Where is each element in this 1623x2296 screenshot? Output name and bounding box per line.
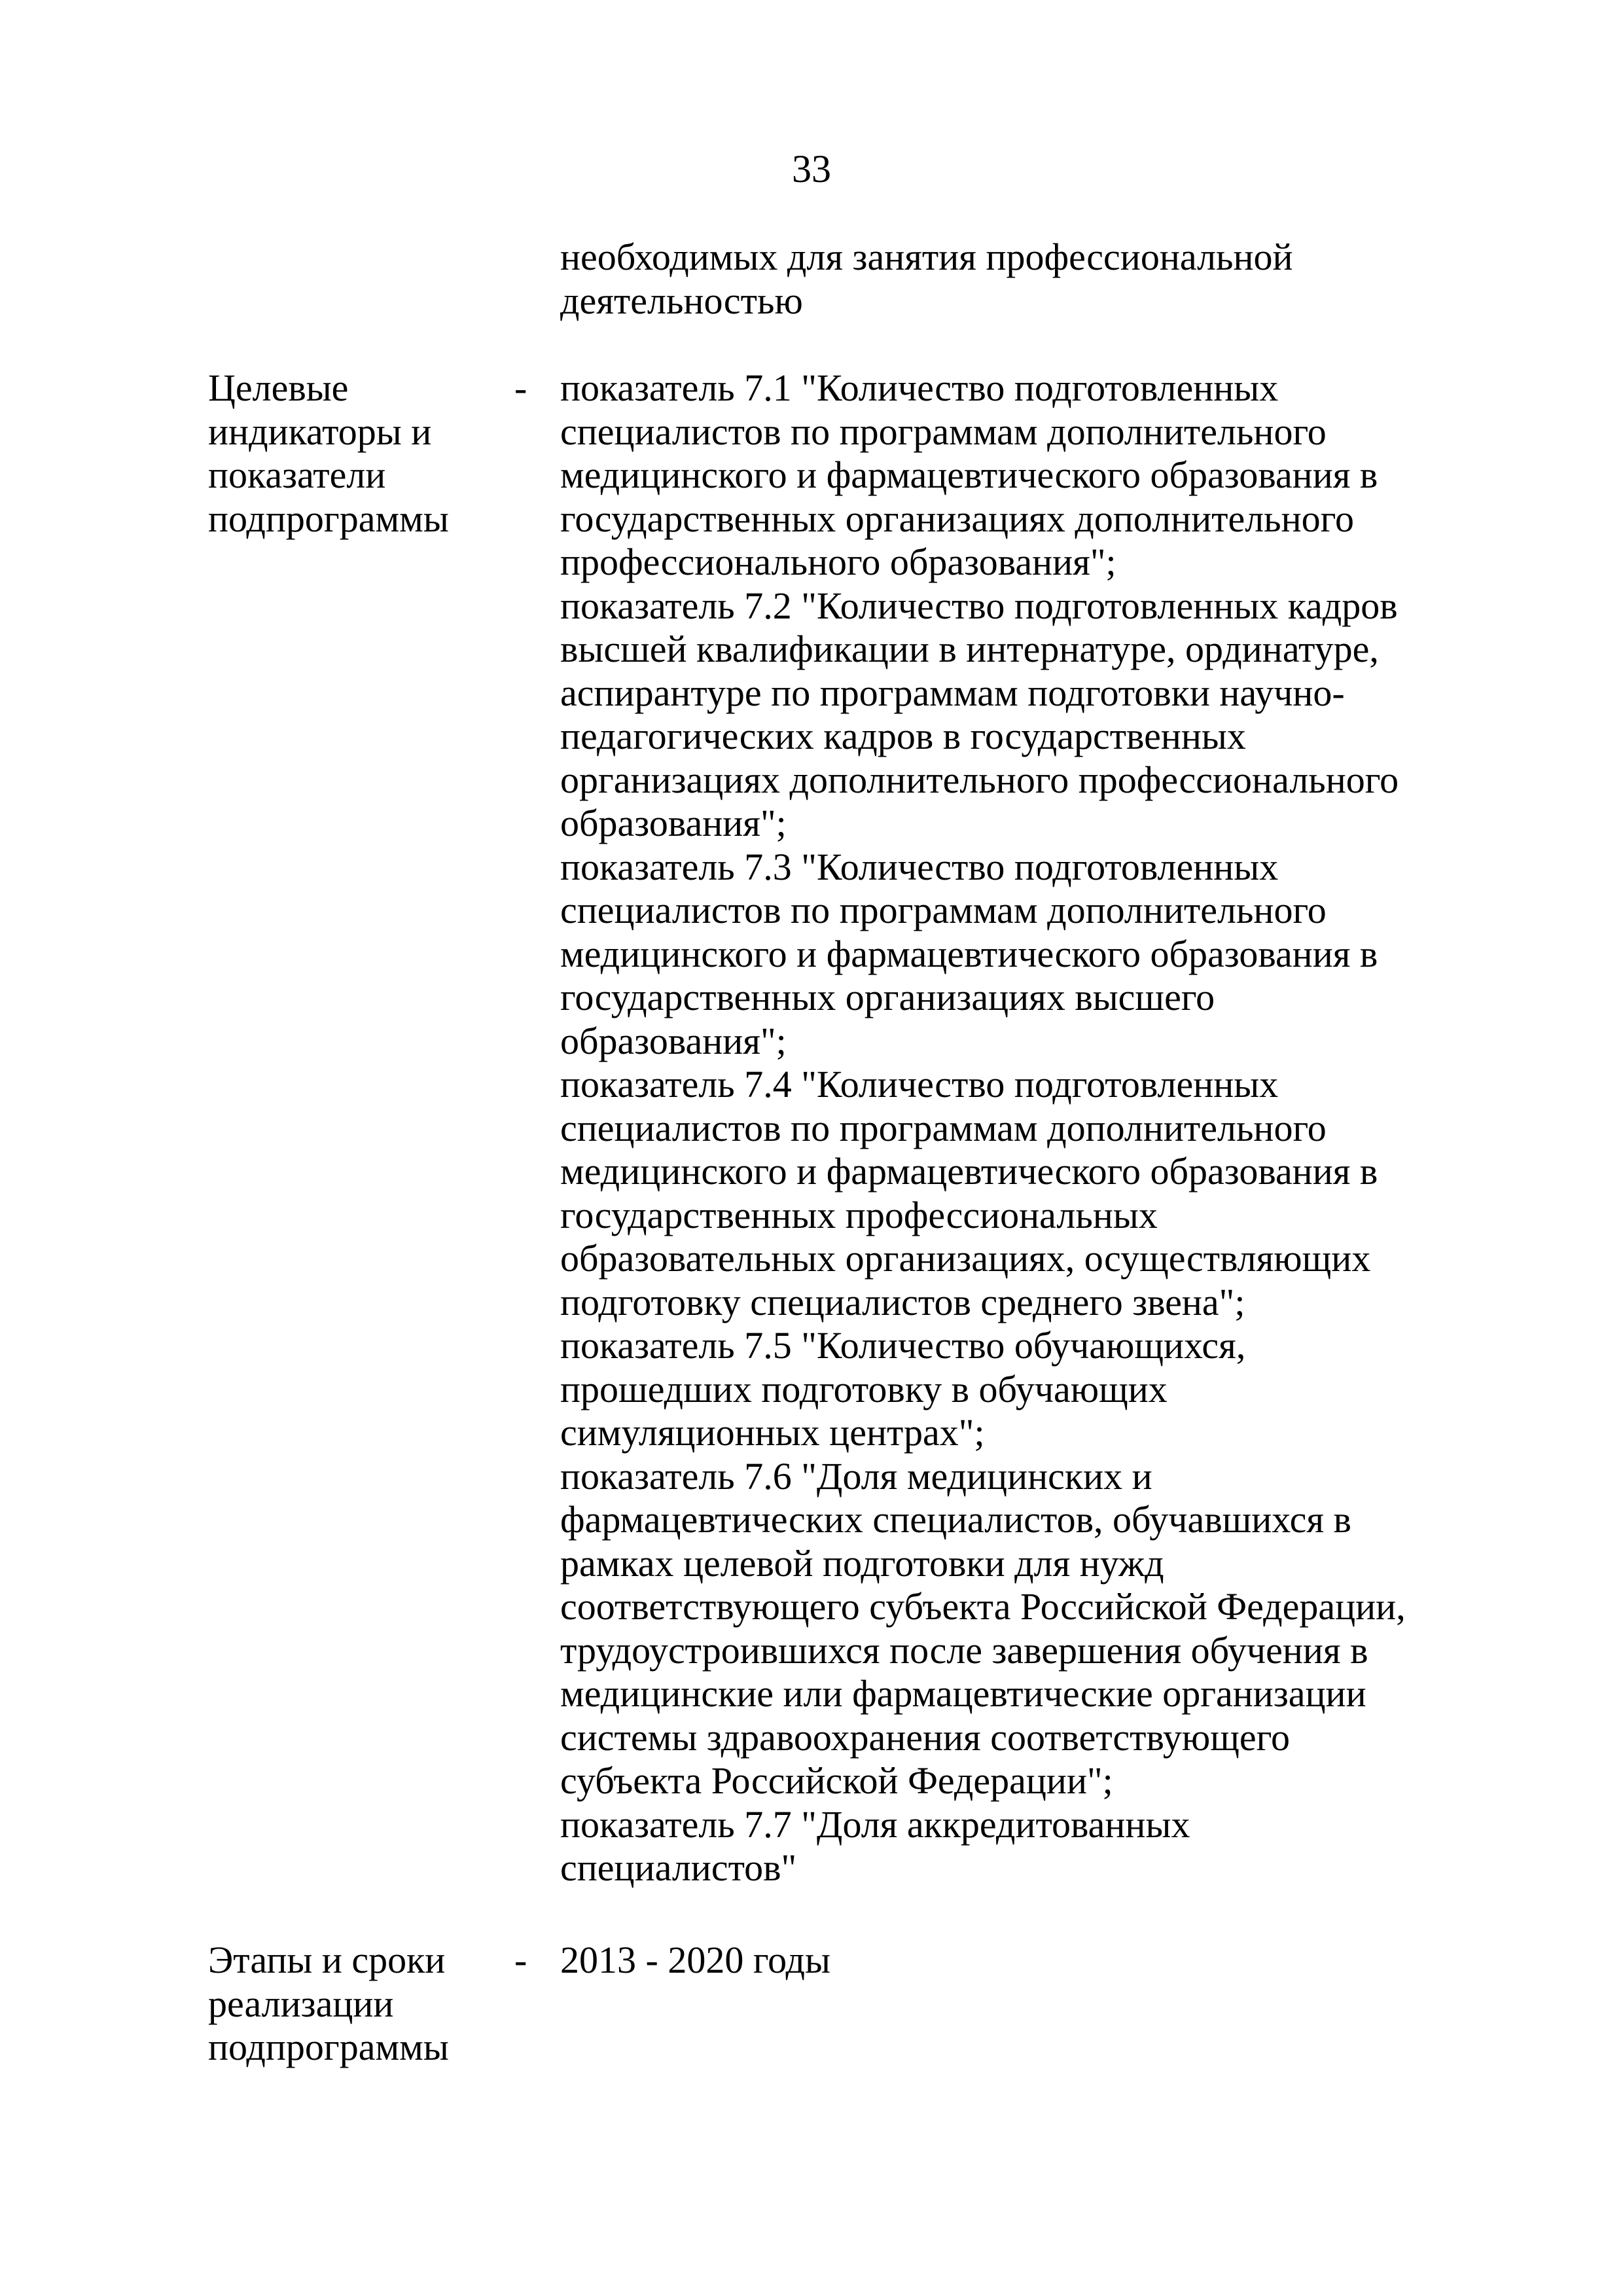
row-separator-dash: -: [514, 1939, 527, 1981]
text-line: субъекта Российской Федерации";: [560, 1759, 1113, 1802]
text-line: организациях дополнительного профессионального: [560, 758, 1399, 801]
text-line: педагогических кадров в государственных: [560, 715, 1246, 757]
row-value-stages-and-terms: [560, 1939, 830, 1982]
text-line: показатели: [208, 454, 386, 496]
text-line: показатель 7.7 "Доля аккредитованных: [560, 1803, 1190, 1846]
row-label-target-indicators: [208, 367, 449, 541]
text-line: фармацевтических специалистов, обучавшихся в: [560, 1498, 1351, 1541]
text-line: образования";: [560, 802, 787, 844]
text-line: необходимых для занятия профессиональной: [560, 236, 1293, 278]
text-line: аспирантуре по программам подготовки научно-: [560, 671, 1345, 714]
text-line: специалистов по программам дополнительного: [560, 889, 1327, 931]
text-line: специалистов": [560, 1846, 797, 1889]
page-number: 33: [792, 147, 831, 190]
text-line: симуляционных центрах";: [560, 1411, 985, 1454]
text-line: реализации: [208, 1982, 394, 2025]
text-line: системы здравоохранения соответствующего: [560, 1715, 1290, 1759]
text-line: рамках целевой подготовки для нужд: [560, 1541, 1164, 1585]
row-separator-dash: -: [514, 367, 527, 409]
text-line: государственных профессиональных: [560, 1193, 1158, 1236]
text-line: подпрограммы: [208, 2026, 449, 2068]
text-line: профессионального образования";: [560, 541, 1116, 583]
text-line: Этапы и сроки: [208, 1939, 446, 1981]
text-line: показатель 7.4 "Количество подготовленных: [560, 1063, 1279, 1105]
text-line: трудоустроившихся после завершения обучения в: [560, 1628, 1368, 1672]
text-line: прошедших подготовку в обучающих: [560, 1367, 1168, 1410]
text-line: специалистов по программам дополнительного: [560, 410, 1327, 453]
row-value-target-indicators: [560, 367, 1406, 1890]
text-line: подпрограммы: [208, 497, 449, 540]
text-line: 2013 - 2020 годы: [560, 1939, 830, 1981]
text-line: высшей квалификации в интернатуре, ординатуре,: [560, 628, 1379, 670]
text-line: показатель 7.6 "Доля медицинских и: [560, 1454, 1152, 1498]
text-line: медицинского и фармацевтического образования в: [560, 932, 1378, 975]
text-line: медицинского и фармацевтического образования в: [560, 454, 1378, 496]
text-line: показатель 7.2 "Количество подготовленных кадров: [560, 584, 1398, 627]
row-label-stages-and-terms: [208, 1939, 449, 2070]
text-line: образования";: [560, 1019, 787, 1062]
text-line: деятельностью: [560, 279, 803, 322]
text-line: показатель 7.1 "Количество подготовленных: [560, 367, 1279, 409]
text-line: соответствующего субъекта Российской Федерации,: [560, 1585, 1406, 1628]
text-line: государственных организациях дополнительного: [560, 497, 1354, 540]
text-line: показатель 7.5 "Количество обучающихся,: [560, 1324, 1246, 1367]
text-line: специалистов по программам дополнительного: [560, 1106, 1327, 1149]
text-line: Целевые: [208, 367, 349, 409]
text-line: показатель 7.3 "Количество подготовленных: [560, 845, 1279, 888]
text-line: индикаторы и: [208, 410, 432, 453]
text-line: государственных организациях высшего: [560, 976, 1215, 1018]
text-line: медицинского и фармацевтического образования в: [560, 1150, 1378, 1193]
continuation-text: [560, 236, 1293, 323]
text-line: подготовку специалистов среднего звена";: [560, 1280, 1245, 1323]
text-line: образовательных организациях, осуществляющих: [560, 1237, 1371, 1280]
text-line: медицинские или фармацевтические организации: [560, 1672, 1366, 1715]
